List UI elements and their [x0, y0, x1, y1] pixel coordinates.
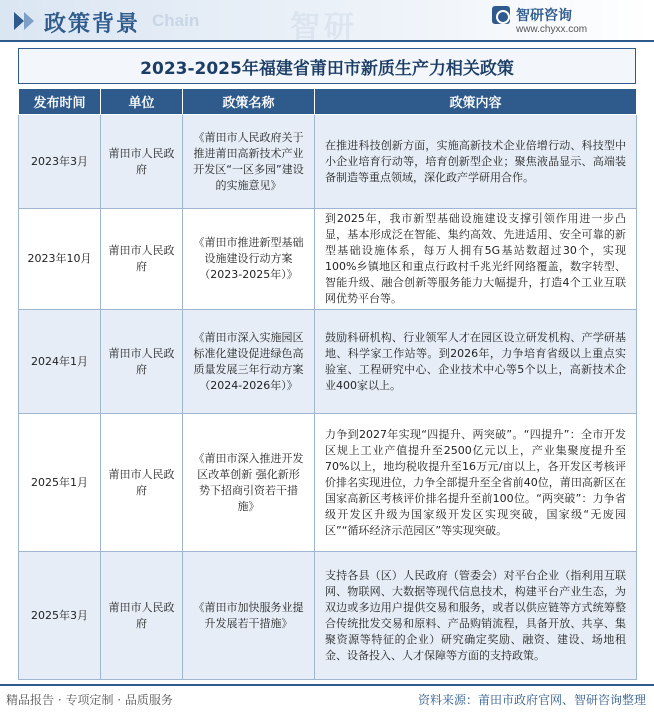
- cell-date: 2024年1月: [19, 310, 101, 414]
- table-title: 2023-2025年福建省莆田市新质生产力相关政策: [140, 58, 514, 79]
- footer-source: 资料来源：莆田市政府官网、智研咨询整理: [417, 693, 646, 707]
- cell-date: 2025年1月: [19, 414, 101, 552]
- table-row: [19, 414, 637, 552]
- cell-date: 2023年3月: [19, 115, 101, 209]
- cell-policy-content: 支持各县（区）人民政府（管委会）对平台企业（指利用互联网、物联网、大数据等现代信息技术，构建平台产业生态，为双边或多边用户提供交易和服务，或者以供应链等方式统筹整合传统批发交易和原料、产品购销流程，具备开放、共享、集聚资源等特征的企业）研究确定奖励、融资、建设、场地租金、设备投入、人才保障等方面的支持政策。: [315, 552, 637, 680]
- brand-logo-icon: [492, 6, 510, 24]
- cell-policy-name: 《莆田市深入实施园区标准化建设促进绿色高质量发展三年行动方案（2024-2026年）》: [183, 310, 315, 414]
- cell-policy-name: 《莆田市人民政府关于推进莆田高新技术产业开发区“一区多园”建设的实施意见》: [183, 115, 315, 209]
- footer: [0, 684, 654, 712]
- cell-org: 莆田市人民政府: [101, 310, 183, 414]
- section-header: [0, 0, 654, 45]
- cell-date: 2023年10月: [19, 209, 101, 310]
- cell-policy-content: 鼓励科研机构、行业领军人才在园区设立研发机构、产学研基地、科学家工作站等。到2026年，力争培育省级以上重点实验室、工程研究中心、企业技术中心等5个以上，高新技术企业400家以上。: [315, 310, 637, 414]
- watermark: 智研: [290, 10, 358, 45]
- footer-tagline: 精品报告 · 专项定制 · 品质服务: [6, 693, 173, 707]
- table-row: [19, 209, 637, 310]
- brand[interactable]: [492, 4, 642, 38]
- cell-policy-content: 在推进科技创新方面，实施高新技术企业倍增行动、科技型中小企业培育行动等，培育创新型企业；聚焦液晶显示、高端装备制造等重点领域，深化政产学研用合作。: [315, 115, 637, 209]
- cell-policy-name: 《莆田市加快服务业提升发展若干措施》: [183, 552, 315, 680]
- table-row: [19, 310, 637, 414]
- section-subtitle: Chain: [152, 11, 200, 30]
- cell-policy-name: 《莆田市推进新型基础设施建设行动方案（2023-2025年）》: [183, 209, 315, 310]
- table-row: [19, 552, 637, 680]
- column-header-date: 发布时间: [19, 89, 101, 115]
- table-header-row: [19, 89, 637, 115]
- brand-name: 智研咨询: [516, 8, 572, 24]
- arrow-icon: [14, 12, 24, 30]
- cell-org: 莆田市人民政府: [101, 552, 183, 680]
- cell-policy-content: 力争到2027年实现“四提升、两突破”。“四提升”：全市开发区规上工业产值提升至2500亿元以上，产业集聚度提升至70%以上，地均税收提升至16万元/亩以上，各开发区考核评价排名实现进位，力争全部提升至全省前40位，莆田高新区在国家高新区考核评价排名提升至前100位。“两突破”：力争省级开发区升级为国家级开发区实现突破，国家级“无废园区”“循环经济示范园区”等实现突破。: [315, 414, 637, 552]
- cell-date: 2025年3月: [19, 552, 101, 680]
- cell-org: 莆田市人民政府: [101, 115, 183, 209]
- cell-org: 莆田市人民政府: [101, 414, 183, 552]
- column-header-name: 政策名称: [183, 89, 315, 115]
- cell-policy-name: 《莆田市深入推进开发区改革创新 强化新形势下招商引资若干措施》: [183, 414, 315, 552]
- cell-policy-content: 到2025年，我市新型基础设施建设支撑引领作用进一步凸显，基本形成泛在智能、集约高效、先进适用、安全可靠的新型基础设施体系，每万人拥有5G基站数超过30个，实现100%乡镇地区和重点行政村千兆光纤网络覆盖，数字转型、智能升级、融合创新等服务能力大幅提升，打造4个工业互联网优势平台等。: [315, 209, 637, 310]
- column-header-org: 单位: [101, 89, 183, 115]
- column-header-content: 政策内容: [315, 89, 637, 115]
- brand-url[interactable]: www.chyxx.com: [516, 24, 588, 35]
- arrow-icon: [24, 12, 34, 30]
- section-title: 政策背景: [44, 12, 141, 37]
- table-title-box: [18, 48, 636, 84]
- cell-org: 莆田市人民政府: [101, 209, 183, 310]
- policy-table: [18, 88, 637, 680]
- table-row: [19, 115, 637, 209]
